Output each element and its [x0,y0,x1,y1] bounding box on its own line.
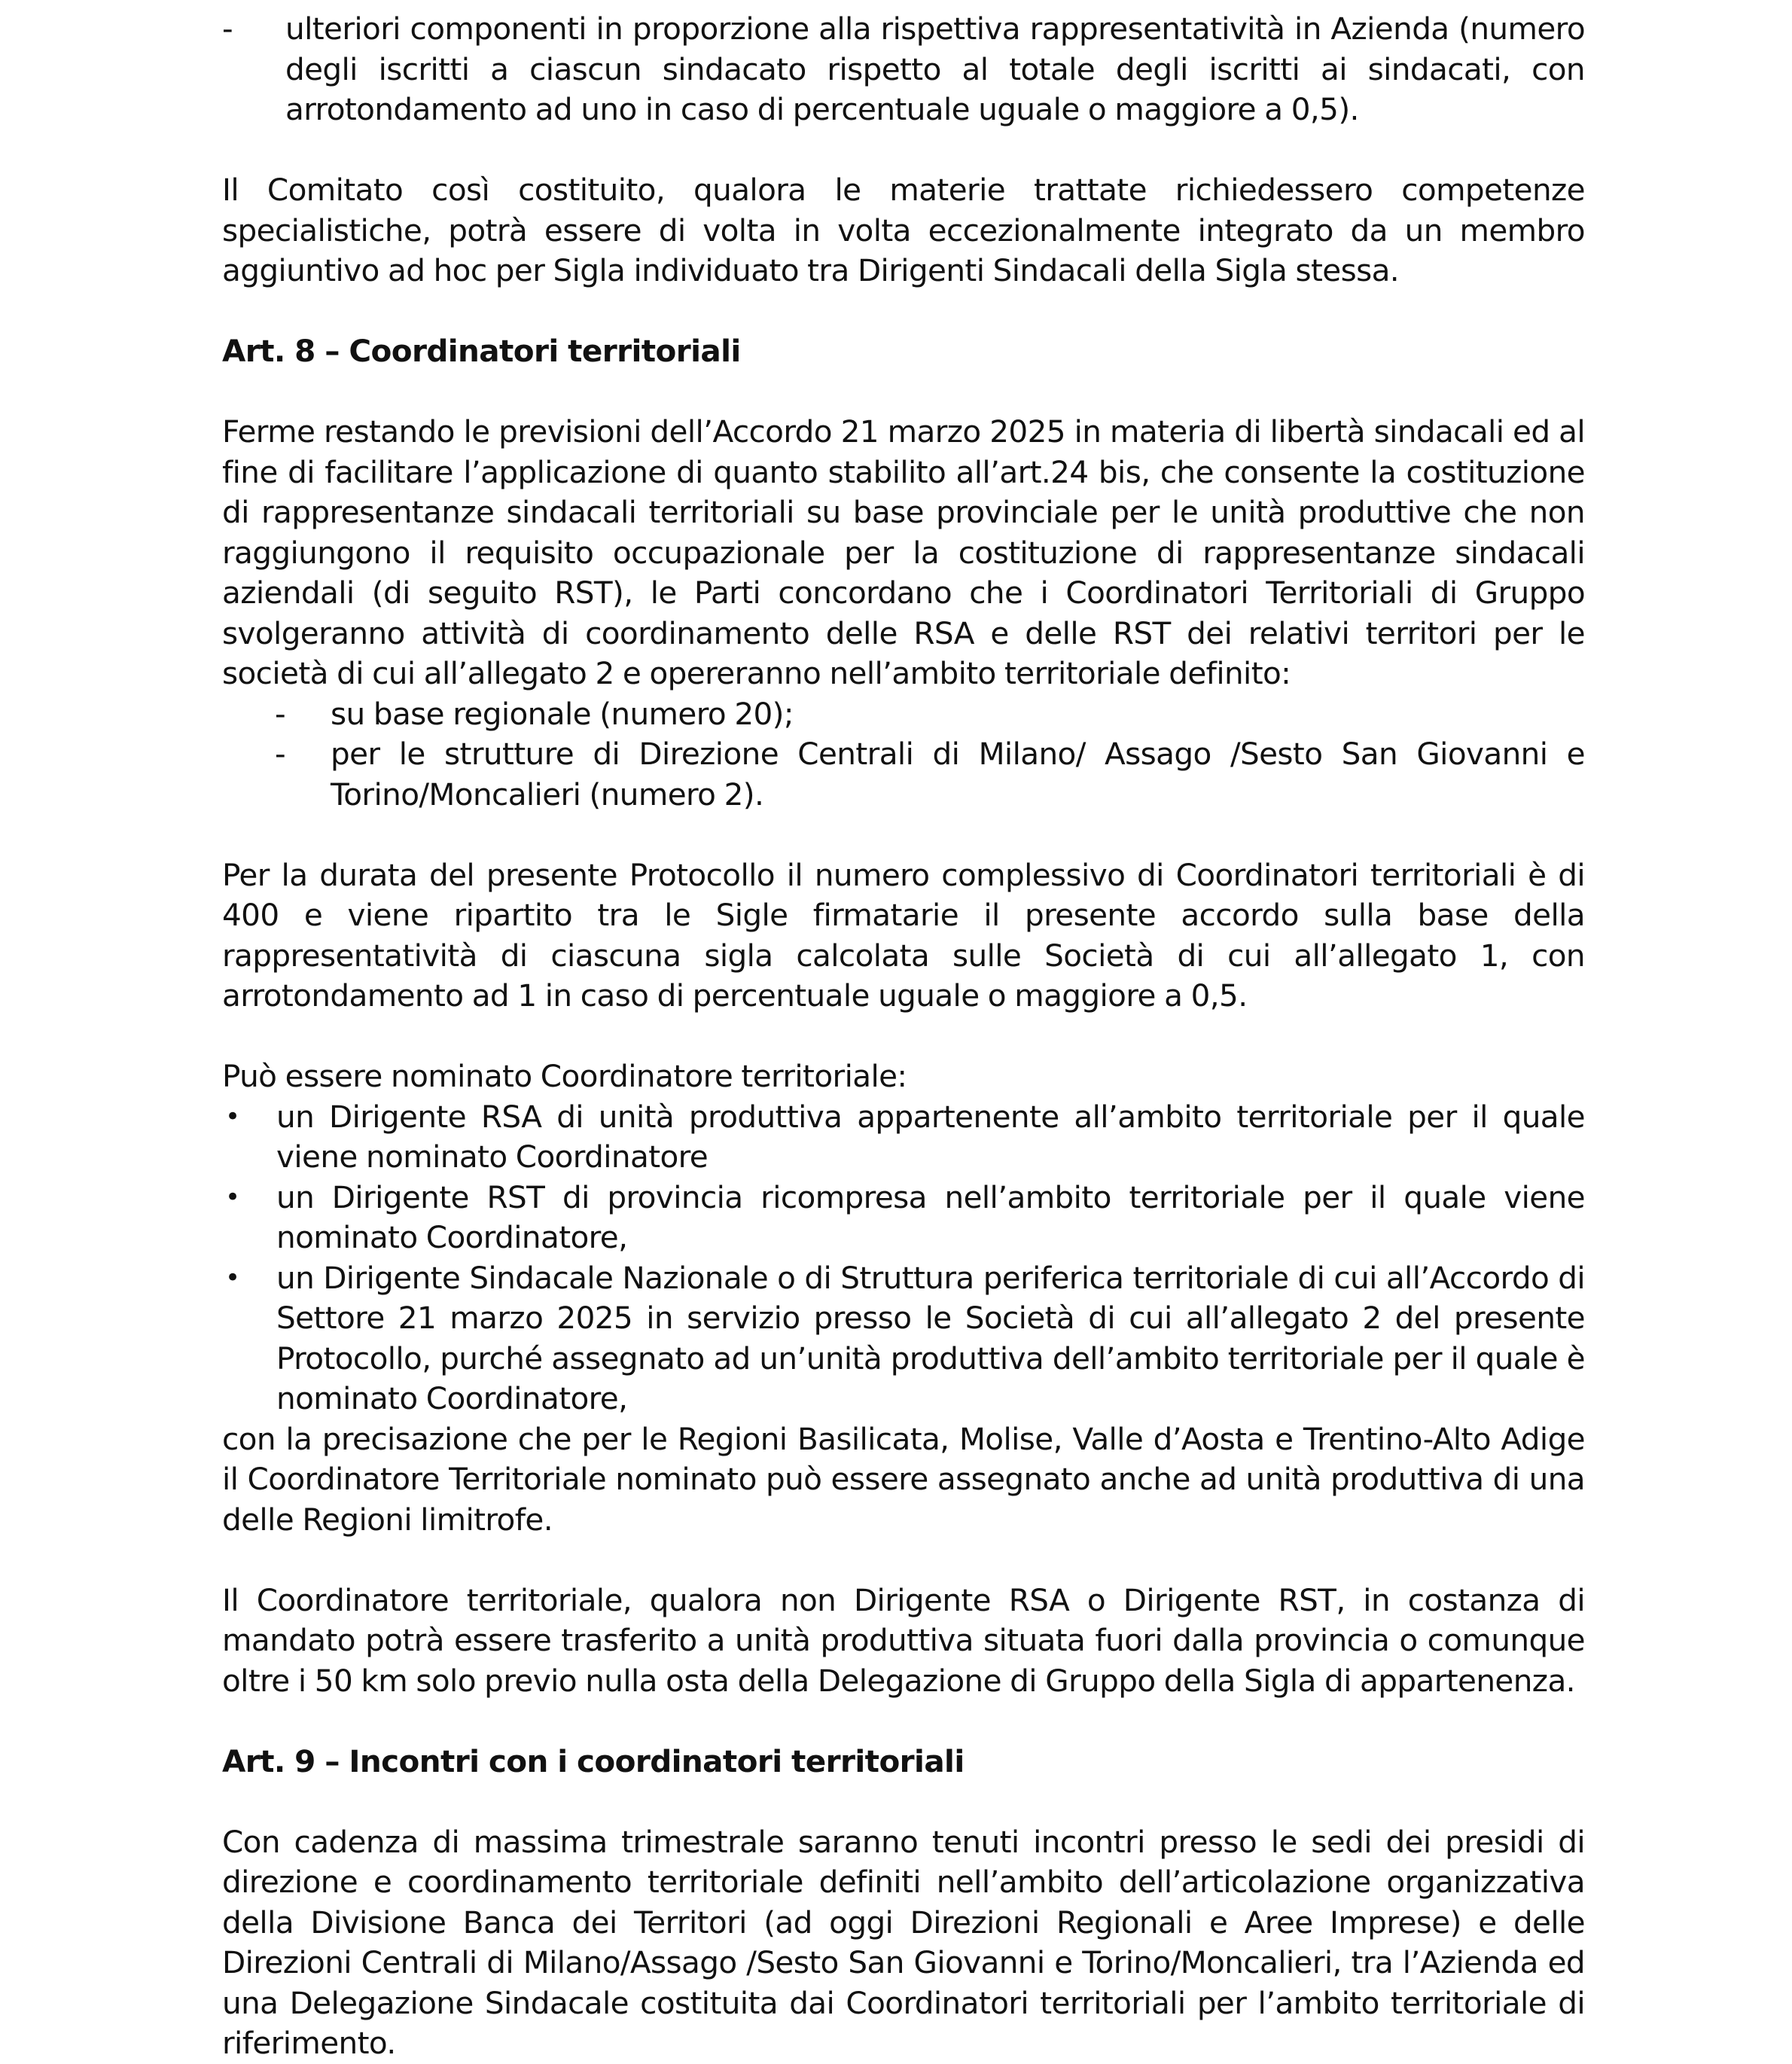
paragraph-art8-2: Per la durata del presente Protocollo il numero complessivo di Coordinatori territoriali è di 400 e viene ripartito tra le Sigle firmatarie il presente accordo sulla base della rappresentatività di ciascuna sigla calcolata sulle Società di cui all’allegato 1, con arrotondamento ad 1 in caso di percentuale uguale o maggiore a 0,5. [222,856,1585,1014]
list-item-text: un Dirigente Sindacale Nazionale o di Struttura periferica territoriale di cui all’Accordo di Settore 21 marzo 2025 in servizio presso le Società di cui all’allegato 2 del presente Protocollo, purché assegnato ad un’unità produttiva dell’ambito territoriale per il quale è nominato Coordinatore, [276,1259,1585,1416]
list-item-text: ulteriori componenti in proporzione alla rispettiva rappresentatività in Azienda (numero degli iscritti a ciascun sindacato rispetto al totale degli iscritti ai sindacati, con arrotondamento ad uno in caso di percentuale uguale o maggiore a 0,5). [285,11,1585,127]
document-page [222,9,1585,2064]
list-item [222,694,1585,735]
list-item-text: su base regionale (numero 20); [331,695,794,732]
list-item-text: per le strutture di Direzione Centrali di Milano/ Assago /Sesto San Giovanni e Torino/Moncalieri (numero 2). [331,736,1585,812]
list-item-text: un Dirigente RST di provincia ricompresa nell’ambito territoriale per il quale viene nominato Coordinatore, [276,1178,1585,1255]
paragraph-comitato: Il Comitato così costituito, qualora le materie trattate richiedessero competenze specialistiche, potrà essere di volta in volta eccezionalmente integrato da un membro aggiuntivo ad hoc per Sigla individuato tra Dirigenti Sindacali della Sigla stessa. [222,172,1585,288]
list-item-text: un Dirigente RSA di unità produttiva appartenente all’ambito territoriale per il quale viene nominato Coordinatore [276,1098,1585,1175]
dash-marker: - [222,11,233,47]
list-item [222,9,1585,130]
dash-marker: - [275,736,286,772]
bullet-marker: • [225,1262,240,1293]
list-item [222,1097,1585,1178]
paragraph-art8-3-outro: con la precisazione che per le Regioni Basilicata, Molise, Valle d’Aosta e Trentino-Alto Adige il Coordinatore Territoriale nominato può essere assegnato anche ad unità produttiva di una delle Regioni limitrofe. [222,1420,1585,1538]
list-item [222,1258,1585,1419]
dash-marker: - [275,695,286,732]
section-heading-art8: Art. 8 – Coordinatori territoriali [222,333,741,369]
paragraph-art9-1: Con cadenza di massima trimestrale saranno tenuti incontri presso le sedi dei presidi di direzione e coordinamento territoriale definiti nell’ambito dell’articolazione organizzativa della Divisione Banca dei Territori (ad oggi Direzioni Regionali e Aree Imprese) e delle Direzioni Centrali di Milano/Assago /Sesto San Giovanni e Torino/Moncalieri, tra l’Azienda ed una Delegazione Sindacale costituita dai Coordinatori territoriali per l’ambito territoriale di riferimento. [222,1823,1585,2061]
paragraph-art8-3-intro: Può essere nominato Coordinatore territoriale: [222,1058,907,1094]
section-heading-art9: Art. 9 – Incontri con i coordinatori territoriali [222,1742,965,1779]
bullet-marker: • [225,1181,240,1212]
paragraph-art8-4: Il Coordinatore territoriale, qualora non Dirigente RSA o Dirigente RST, in costanza di mandato potrà essere trasferito a unità produttiva situata fuori dalla provincia o comunque oltre i 50 km solo previo nulla osta della Delegazione di Gruppo della Sigla di appartenenza. [222,1581,1585,1699]
list-item [222,734,1585,815]
list-item [222,1178,1585,1258]
bullet-marker: • [225,1101,240,1132]
paragraph-art8-1: Ferme restando le previsioni dell’Accordo 21 marzo 2025 in materia di libertà sindacali ed al fine di facilitare l’applicazione di quanto stabilito all’art.24 bis, che consente la costituzione di rappresentanze sindacali territoriali su base provinciale per le unità produttive che non raggiungono il requisito occupazionale per la costituzione di rappresentanze sindacali aziendali (di seguito RST), le Parti concordano che i Coordinatori Territoriali di Gruppo svolgeranno attività di coordinamento delle RSA e delle RST dei relativi territori per le società di cui all’allegato 2 e opereranno nell’ambito territoriale definito: [222,413,1585,691]
